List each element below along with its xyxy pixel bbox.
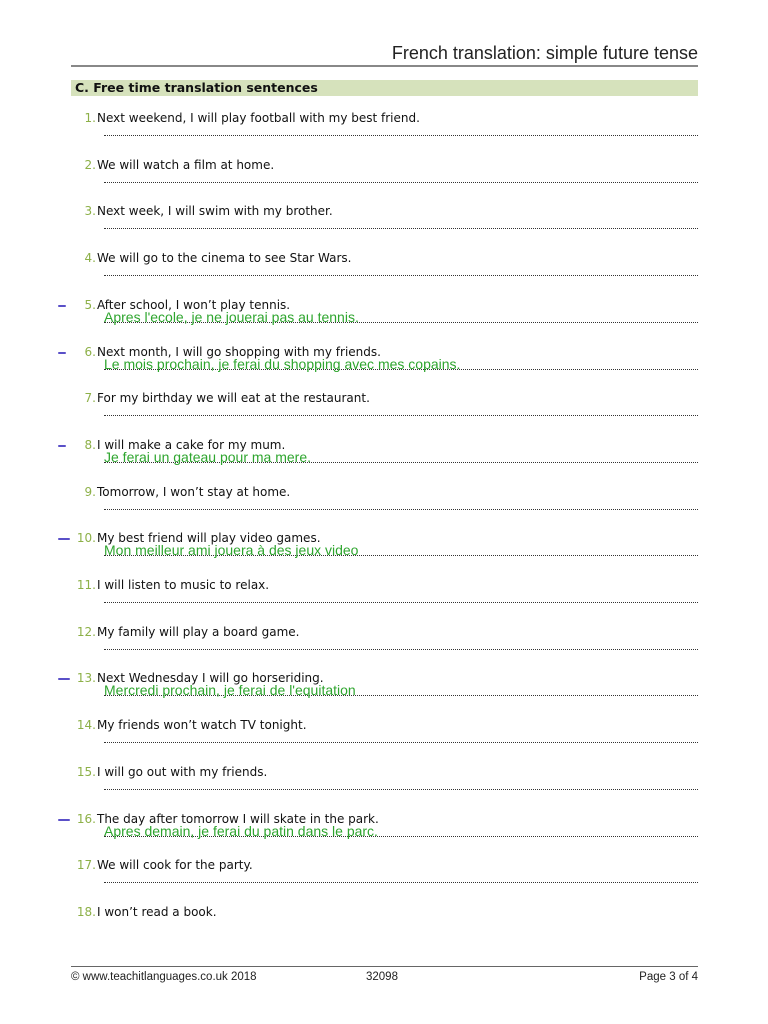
answer-line[interactable] — [104, 415, 698, 416]
item-number: 11. — [76, 578, 96, 592]
exercise-item — [0, 485, 768, 531]
exercise-item — [0, 718, 768, 764]
item-number: 4. — [84, 251, 96, 266]
item-sentence: After school, I won’t play tennis. — [97, 297, 291, 312]
exercise-item — [0, 111, 768, 157]
item-number: 10. — [76, 531, 96, 546]
item-sentence: I will go out with my friends. — [97, 764, 268, 779]
exercise-item — [0, 812, 768, 858]
exercise-item — [0, 531, 768, 577]
item-number: 1. — [84, 111, 96, 125]
pen-mark — [58, 352, 66, 354]
pen-mark — [58, 819, 70, 821]
item-number: 3. — [84, 204, 96, 219]
exercise-item — [0, 158, 768, 204]
footer-copyright: © www.teachitlanguages.co.uk 2018 — [71, 971, 257, 983]
item-sentence: My best friend will play video games. — [97, 531, 321, 546]
item-sentence: I will listen to music to relax. — [97, 578, 270, 592]
item-number: 7. — [84, 391, 96, 406]
item-sentence: I will make a cake for my mum. — [97, 437, 286, 452]
exercise-item — [0, 765, 768, 811]
answer-line[interactable] — [104, 882, 698, 883]
item-sentence: Next month, I will go shopping with my friends. — [97, 344, 381, 359]
exercise-item — [0, 858, 768, 904]
pen-mark — [58, 445, 66, 447]
exercise-item — [0, 625, 768, 671]
item-sentence: We will go to the cinema to see Star Wars. — [97, 251, 352, 266]
item-number: 5. — [84, 297, 96, 312]
section-heading: C. Free time translation sentences — [71, 80, 698, 96]
item-number: 9. — [84, 484, 96, 499]
page-title: French translation: simple future tense — [391, 43, 698, 63]
answer-line[interactable] — [104, 182, 698, 183]
exercise-item — [0, 251, 768, 297]
answer-line[interactable] — [104, 135, 698, 136]
item-number: 8. — [84, 437, 96, 452]
item-number: 6. — [84, 344, 96, 359]
item-number: 12. — [76, 624, 96, 639]
pen-mark — [58, 538, 70, 540]
item-sentence: My friends won’t watch TV tonight. — [97, 718, 307, 733]
item-sentence: Next week, I will swim with my brother. — [97, 204, 333, 219]
exercise-item — [0, 345, 768, 391]
answer-line[interactable] — [104, 789, 698, 790]
pen-mark — [58, 678, 70, 680]
pen-mark — [58, 305, 66, 307]
item-sentence: For my birthday we will eat at the restaurant. — [97, 391, 370, 406]
footer-code: 32098 — [366, 971, 398, 983]
item-sentence: The day after tomorrow I will skate in the park. — [97, 811, 379, 826]
item-number: 13. — [76, 671, 96, 686]
answer-line[interactable] — [104, 275, 698, 276]
exercise-item — [0, 905, 768, 951]
item-sentence: We will watch a film at home. — [97, 157, 275, 172]
answer-line[interactable] — [104, 742, 698, 743]
item-number: 14. — [76, 718, 96, 733]
item-sentence: Tomorrow, I won’t stay at home. — [97, 484, 291, 499]
footer-page-number: Page 3 of 4 — [639, 971, 698, 983]
handwritten-answer: Le mois prochain, je ferai du shopping avec mes copains. — [104, 355, 461, 372]
exercise-item — [0, 391, 768, 437]
handwritten-answer: Apres demain, je ferai du patin dans le parc. — [104, 822, 378, 839]
exercise-item — [0, 578, 768, 624]
footer-divider — [71, 966, 698, 967]
item-number: 2. — [84, 157, 96, 172]
handwritten-answer: Je ferai un gateau pour ma mere. — [104, 448, 312, 465]
item-sentence: My family will play a board game. — [97, 624, 300, 639]
header-divider — [71, 65, 698, 67]
item-sentence: Next Wednesday I will go horseriding. — [97, 671, 324, 686]
item-number: 16. — [76, 811, 96, 826]
answer-line[interactable] — [104, 228, 698, 229]
handwritten-answer: Apres l'ecole, je ne jouerai pas au tennis. — [104, 308, 359, 325]
item-sentence: I won’t read a book. — [97, 904, 217, 919]
handwritten-answer: Mercredi prochain, je ferai de l'equitation — [104, 682, 356, 699]
exercise-item — [0, 298, 768, 344]
exercise-item — [0, 204, 768, 250]
item-number: 15. — [76, 764, 96, 779]
exercise-item — [0, 671, 768, 717]
answer-line[interactable] — [104, 509, 698, 510]
item-sentence: We will cook for the party. — [97, 858, 253, 873]
answer-line[interactable] — [104, 602, 698, 603]
handwritten-answer: Mon meilleur ami jouera à des jeux video — [104, 542, 359, 559]
item-sentence: Next weekend, I will play football with my best friend. — [97, 111, 420, 125]
item-number: 17. — [76, 858, 96, 873]
item-number: 18. — [76, 904, 96, 919]
exercise-item — [0, 438, 768, 484]
answer-line[interactable] — [104, 649, 698, 650]
